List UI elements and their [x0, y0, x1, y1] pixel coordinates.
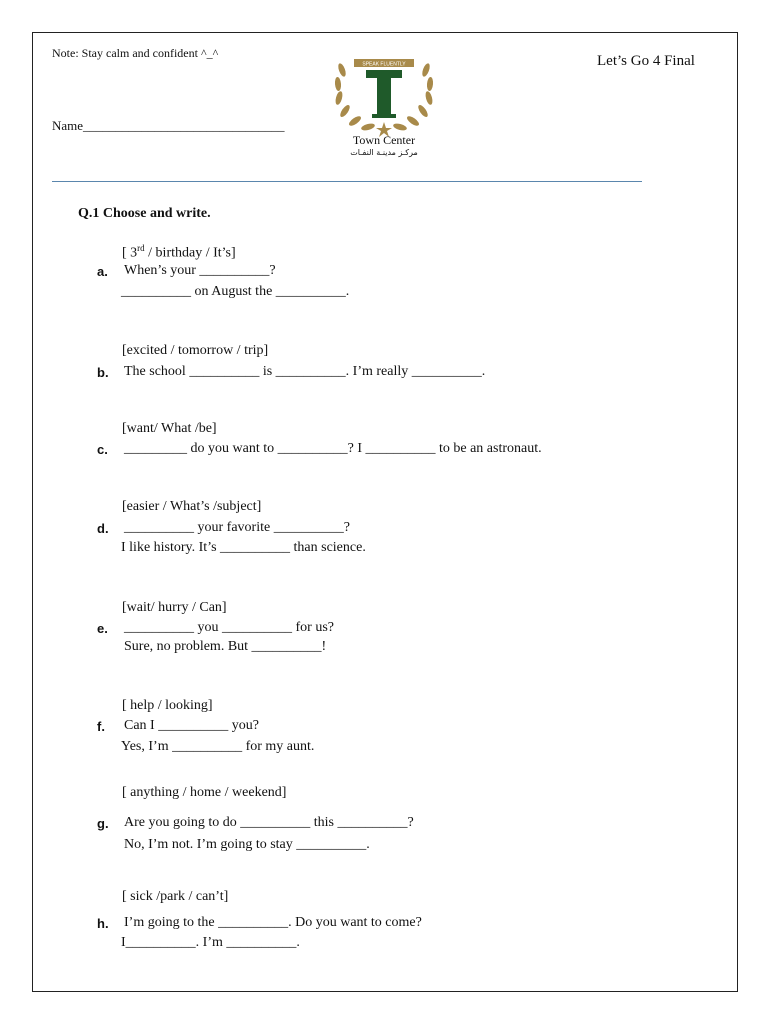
hint-g: [ anything / home / weekend]: [122, 785, 287, 800]
item-letter-f: f.: [97, 719, 105, 734]
item-d-line2: I like history. It’s __________ than science.: [121, 540, 366, 555]
item-h-line1: I’m going to the __________. Do you want to come?: [124, 915, 422, 930]
item-h-line2: I__________. I’m __________.: [121, 935, 300, 950]
worksheet-title: Let’s Go 4 Final: [597, 53, 695, 69]
logo-arabic-text: مركـز مدينـة النفـات: [350, 148, 418, 157]
item-f-line1: Can I __________ you?: [124, 718, 259, 733]
hint-h: [ sick /park / can’t]: [122, 889, 229, 904]
hint-d: [easier / What’s /subject]: [122, 499, 262, 514]
item-e-line2: Sure, no problem. But __________!: [124, 639, 327, 654]
item-letter-h: h.: [97, 916, 109, 931]
hint-b: [excited / tomorrow / trip]: [122, 343, 269, 358]
logo-banner-text: SPEAK FLUENTLY: [362, 61, 406, 68]
item-g-line1: Are you going to do __________ this __________?: [124, 815, 414, 830]
item-letter-d: d.: [97, 521, 109, 536]
hint-c: [want/ What /be]: [122, 421, 217, 436]
item-a-line2: __________ on August the __________.: [121, 284, 350, 299]
question-heading: Q.1 Choose and write.: [78, 206, 211, 221]
item-letter-b: b.: [97, 365, 109, 380]
header-divider: [52, 181, 642, 182]
name-field: Name_______________________________: [52, 118, 285, 133]
hint-e: [wait/ hurry / Can]: [122, 600, 227, 615]
hint-a: [ 3rd / birthday / It’s]: [122, 243, 236, 261]
item-g-line2: No, I’m not. I’m going to stay __________.: [124, 837, 370, 852]
hint-f: [ help / looking]: [122, 698, 213, 713]
item-d-line1: __________ your favorite __________?: [124, 520, 350, 535]
item-letter-c: c.: [97, 442, 108, 457]
item-c-line1: _________ do you want to __________? I __________ to be an astronaut.: [124, 441, 542, 456]
item-e-line1: __________ you __________ for us?: [124, 620, 334, 635]
item-b-line1: The school __________ is __________. I’m really __________.: [124, 364, 486, 379]
item-a-line1: When’s your __________?: [124, 263, 276, 278]
note-text: Note: Stay calm and confident ^_^: [52, 46, 219, 60]
item-f-line2: Yes, I’m __________ for my aunt.: [121, 739, 315, 754]
logo-text: Town Center: [352, 133, 416, 147]
item-letter-g: g.: [97, 816, 109, 831]
item-letter-e: e.: [97, 621, 108, 636]
item-letter-a: a.: [97, 264, 108, 279]
